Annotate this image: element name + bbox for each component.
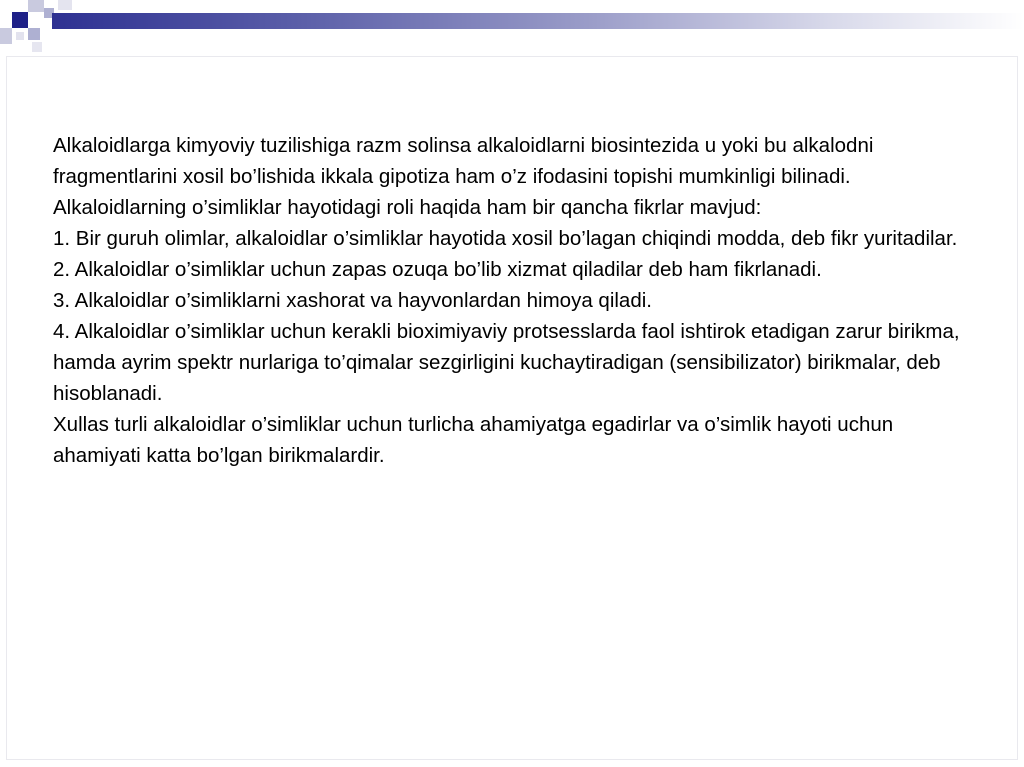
decor-square <box>58 0 72 10</box>
list-item-1: 1. Bir guruh olimlar, alkaloidlar o’simliklar hayotida xosil bo’lagan chiqindi modda, deb fikr yuritadilar. <box>53 227 958 250</box>
decor-square <box>16 32 24 40</box>
list-item-4: 4. Alkaloidlar o’simliklar uchun kerakli bioximiyaviy protsesslarda faol ishtirok etadigan zarur birikma, hamda ayrim spektr nurlariga to’qimalar sezgirligini kuchaytiradigan (sensibilizator) birikmalar, deb hisoblanadi. <box>53 320 960 405</box>
header-gradient-bar <box>52 13 1024 29</box>
slide-body-text <box>53 130 983 471</box>
decor-square <box>32 42 42 52</box>
decor-square <box>28 28 40 40</box>
list-item-2: 2. Alkaloidlar o’simliklar uchun zapas ozuqa bo’lib xizmat qiladilar deb ham fikrlanadi. <box>53 258 822 281</box>
decor-square <box>0 28 12 44</box>
intro-paragraph: Alkaloidlarga kimyoviy tuzilishiga razm solinsa alkaloidlarni biosintezida u yoki bu alkalodni fragmentlarini xosil bo’lishida ikkala gipotiza ham o’z ifodasini topishi mumkinligi bilinadi. Alkaloidlarning o’simliklar hayotidagi roli haqida ham bir qancha fikrlar mavjud: <box>53 134 874 219</box>
decor-square <box>12 12 28 28</box>
decor-square <box>28 0 44 12</box>
list-item-3: 3. Alkaloidlar o’simliklarni xashorat va hayvonlardan himoya qiladi. <box>53 289 652 312</box>
conclusion-paragraph: Xullas turli alkaloidlar o’simliklar uchun turlicha ahamiyatga egadirlar va o’simlik hayoti uchun ahamiyati katta bo’lgan birikmalardir. <box>53 413 894 467</box>
